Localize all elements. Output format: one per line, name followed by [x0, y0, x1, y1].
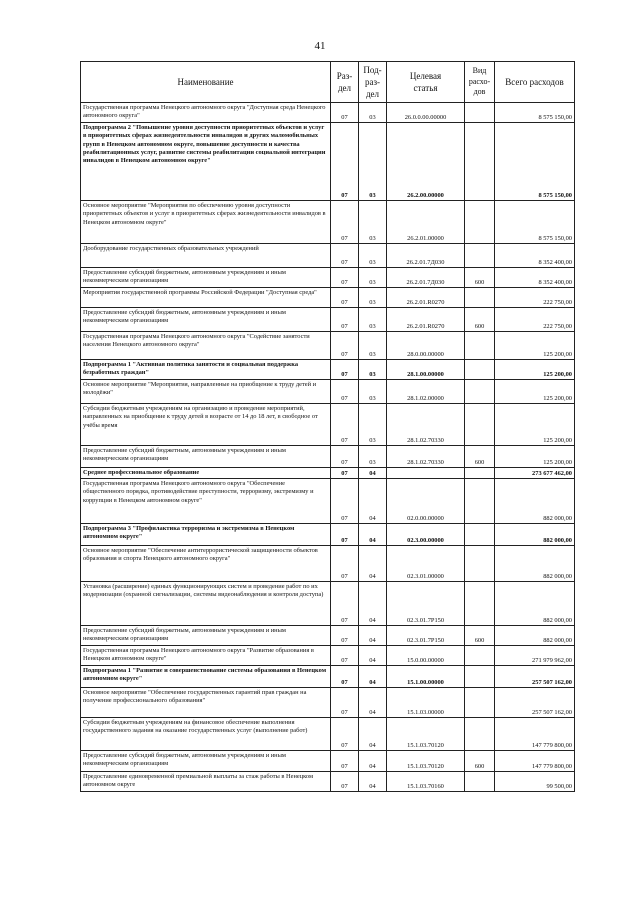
cell-razdel: 07: [331, 718, 359, 751]
cell-podrazdel: 03: [359, 380, 387, 404]
table-row: [81, 123, 575, 201]
cell-amount: 8 352 400,00: [495, 268, 575, 288]
cell-razdel: 07: [331, 404, 359, 446]
cell-podrazdel: 03: [359, 268, 387, 288]
cell-name: Подпрограмма 3 "Профилактика терроризма и экстремизма в Ненецком автономном округе": [81, 524, 331, 546]
cell-razdel: 07: [331, 332, 359, 360]
cell-name: Предоставление субсидий бюджетным, автономным учреждениям и иным некоммерческим организациям: [81, 751, 331, 772]
budget-table: [80, 61, 575, 792]
cell-target-code: 02.3.01.7Р150: [387, 582, 465, 626]
cell-target-code: 26.2.01.00000: [387, 201, 465, 244]
cell-razdel: 07: [331, 751, 359, 772]
cell-vid: [465, 380, 495, 404]
cell-name: Государственная программа Ненецкого автономного округа "Обеспечение общественного порядка, противодействие преступности, терроризму, экстремизму и коррупции в Ненецком автономном округе": [81, 479, 331, 524]
cell-podrazdel: 03: [359, 288, 387, 308]
table-row: [81, 468, 575, 479]
cell-vid: [465, 244, 495, 268]
cell-amount: 125 200,00: [495, 360, 575, 380]
cell-amount: 125 200,00: [495, 404, 575, 446]
cell-name: Предоставление субсидий бюджетным, автономным учреждениям и иным некоммерческим организациям: [81, 308, 331, 332]
cell-amount: 125 200,00: [495, 332, 575, 360]
table-row: [81, 646, 575, 666]
cell-amount: 882 000,00: [495, 626, 575, 646]
cell-podrazdel: 03: [359, 201, 387, 244]
cell-target-code: 26.2.01.R0270: [387, 308, 465, 332]
cell-podrazdel: 04: [359, 468, 387, 479]
table-row: [81, 380, 575, 404]
cell-name: Дооборудование государственных образовательных учреждений: [81, 244, 331, 268]
header-razdel-text: Раз- дел: [336, 70, 353, 93]
cell-razdel: 07: [331, 244, 359, 268]
cell-target-code: 26.2.01.7Д030: [387, 268, 465, 288]
cell-podrazdel: 04: [359, 546, 387, 582]
table-row: [81, 666, 575, 688]
cell-amount: 222 750,00: [495, 308, 575, 332]
cell-vid: [465, 404, 495, 446]
cell-podrazdel: 04: [359, 479, 387, 524]
cell-vid: [465, 123, 495, 201]
cell-amount: 99 500,00: [495, 772, 575, 792]
cell-name: Государственная программа Ненецкого автономного округа "Содействие занятости населения Ненецкого автономного округа": [81, 332, 331, 360]
cell-podrazdel: 03: [359, 446, 387, 468]
cell-podrazdel: 04: [359, 524, 387, 546]
cell-amount: 882 000,00: [495, 582, 575, 626]
cell-vid: 600: [465, 268, 495, 288]
cell-name: Основное мероприятие "Обеспечение антитеррористической защищенности объектов образования и спорта Ненецкого автономного округа": [81, 546, 331, 582]
cell-amount: 882 000,00: [495, 479, 575, 524]
cell-target-code: 15.1.03.70160: [387, 772, 465, 792]
cell-vid: [465, 468, 495, 479]
cell-razdel: 07: [331, 103, 359, 123]
cell-razdel: 07: [331, 646, 359, 666]
cell-target-code: 26.2.01.7Д030: [387, 244, 465, 268]
cell-podrazdel: 04: [359, 772, 387, 792]
cell-podrazdel: 04: [359, 751, 387, 772]
table-row: [81, 201, 575, 244]
table-row: [81, 546, 575, 582]
header-total: Всего расходов: [495, 62, 575, 103]
cell-target-code: 15.1.03.00000: [387, 688, 465, 718]
cell-target-code: 02.0.00.00000: [387, 479, 465, 524]
cell-vid: 600: [465, 751, 495, 772]
cell-amount: 125 200,00: [495, 446, 575, 468]
cell-name: Установка (расширение) единых функционирующих систем и проведение работ по их модернизации (охранной сигнализации, системы видеонаблюдения и контроля доступа): [81, 582, 331, 626]
cell-podrazdel: 03: [359, 123, 387, 201]
table-row: [81, 479, 575, 524]
cell-name: Среднее профессиональное образование: [81, 468, 331, 479]
table-row: [81, 524, 575, 546]
cell-podrazdel: 04: [359, 666, 387, 688]
header-vid-text: Вид расхо- дов: [468, 65, 491, 97]
cell-name: Основное мероприятие "Обеспечение государственных гарантий прав граждан на получение профессионального образования": [81, 688, 331, 718]
cell-amount: 147 779 800,00: [495, 718, 575, 751]
cell-razdel: 07: [331, 268, 359, 288]
cell-target-code: [387, 468, 465, 479]
cell-amount: 125 200,00: [495, 380, 575, 404]
table-row: [81, 772, 575, 792]
cell-amount: 8 575 150,00: [495, 123, 575, 201]
cell-razdel: 07: [331, 123, 359, 201]
cell-podrazdel: 04: [359, 688, 387, 718]
cell-name: Подпрограмма 1 "Активная политика занятости и социальная поддержка безработных граждан": [81, 360, 331, 380]
cell-razdel: 07: [331, 380, 359, 404]
table-row: [81, 103, 575, 123]
cell-target-code: 28.1.02.70330: [387, 446, 465, 468]
cell-razdel: 07: [331, 772, 359, 792]
cell-razdel: 07: [331, 468, 359, 479]
table-row: [81, 244, 575, 268]
cell-target-code: 28.0.00.00000: [387, 332, 465, 360]
cell-name: Предоставление субсидий бюджетным, автономным учреждениям и иным некоммерческим организациям: [81, 626, 331, 646]
table-row: [81, 360, 575, 380]
cell-name: Предоставление субсидий бюджетным, автономным учреждениям и иным некоммерческим организациям: [81, 446, 331, 468]
cell-name: Предоставление единовременной премиальной выплаты за стаж работы в Ненецком автономном округе: [81, 772, 331, 792]
header-target-text: Целевая статья: [409, 70, 442, 93]
cell-target-code: 28.1.02.00000: [387, 380, 465, 404]
table-row: [81, 688, 575, 718]
cell-vid: [465, 688, 495, 718]
cell-amount: 882 000,00: [495, 546, 575, 582]
cell-razdel: 07: [331, 524, 359, 546]
cell-amount: 8 575 150,00: [495, 103, 575, 123]
table-row: [81, 308, 575, 332]
cell-target-code: 15.1.03.70120: [387, 718, 465, 751]
cell-name: Субсидии бюджетным учреждениям на финансовое обеспечение выполнения государственного задания на оказание государственных услуг (выполнение работ): [81, 718, 331, 751]
cell-podrazdel: 03: [359, 332, 387, 360]
cell-vid: [465, 718, 495, 751]
cell-razdel: 07: [331, 479, 359, 524]
cell-target-code: 28.1.00.00000: [387, 360, 465, 380]
cell-podrazdel: 04: [359, 718, 387, 751]
cell-amount: 257 507 162,00: [495, 666, 575, 688]
cell-vid: 600: [465, 446, 495, 468]
cell-razdel: 07: [331, 201, 359, 244]
cell-name: Мероприятия государственной программы Российской Федерации "Доступная среда": [81, 288, 331, 308]
table-row: [81, 332, 575, 360]
table-row: [81, 404, 575, 446]
header-vid: [465, 62, 495, 103]
cell-target-code: 02.3.01.00000: [387, 546, 465, 582]
cell-amount: 8 575 150,00: [495, 201, 575, 244]
cell-target-code: 15.1.03.70120: [387, 751, 465, 772]
cell-target-code: 02.3.01.7Р150: [387, 626, 465, 646]
cell-razdel: 07: [331, 288, 359, 308]
cell-podrazdel: 04: [359, 626, 387, 646]
cell-name: Государственная программа Ненецкого автономного округа "Развитие образования в Ненецком автономном округе": [81, 646, 331, 666]
table-body: [81, 103, 575, 792]
cell-razdel: 07: [331, 582, 359, 626]
cell-amount: 273 677 462,00: [495, 468, 575, 479]
table-row: [81, 582, 575, 626]
cell-name: Государственная программа Ненецкого автономного округа "Доступная среда Ненецкого автономного округа": [81, 103, 331, 123]
cell-vid: [465, 479, 495, 524]
cell-vid: 600: [465, 308, 495, 332]
cell-razdel: 07: [331, 360, 359, 380]
cell-target-code: 15.0.00.00000: [387, 646, 465, 666]
cell-name: Подпрограмма 1 "Развитие и совершенствование системы образования в Ненецком автономном округе": [81, 666, 331, 688]
table-row: [81, 718, 575, 751]
cell-amount: 222 750,00: [495, 288, 575, 308]
cell-podrazdel: 04: [359, 646, 387, 666]
header-razdel: [331, 62, 359, 103]
cell-vid: [465, 582, 495, 626]
cell-vid: 600: [465, 626, 495, 646]
cell-name: Подпрограмма 2 "Повышение уровня доступности приоритетных объектов и услуг в приоритетных сферах жизнедеятельности инвалидов и других маломобильных групп в Ненецком автономном округе, повышение доступности и качества реабилитационных услуг, развитие системы реабилитации социальной интеграции инвалидов в Ненецком автономном округе": [81, 123, 331, 201]
cell-name: Субсидии бюджетным учреждениям на организацию и проведение мероприятий, направленных на приобщение к труду детей в возрасте от 14 до 18 лет, в свободное от учёбы время: [81, 404, 331, 446]
cell-vid: [465, 524, 495, 546]
cell-podrazdel: 03: [359, 244, 387, 268]
table-row: [81, 288, 575, 308]
table-row: [81, 268, 575, 288]
cell-vid: [465, 360, 495, 380]
cell-amount: 8 352 400,00: [495, 244, 575, 268]
cell-name: Основное мероприятие "Мероприятия, направленные на приобщение к труду детей и молодёжи": [81, 380, 331, 404]
cell-razdel: 07: [331, 626, 359, 646]
cell-amount: 882 000,00: [495, 524, 575, 546]
cell-name: Предоставление субсидий бюджетным, автономным учреждениям и иным некоммерческим организациям: [81, 268, 331, 288]
table-header-row: [81, 62, 575, 103]
cell-target-code: 02.3.00.00000: [387, 524, 465, 546]
cell-razdel: 07: [331, 546, 359, 582]
cell-amount: 271 979 962,00: [495, 646, 575, 666]
cell-target-code: 15.1.00.00000: [387, 666, 465, 688]
cell-podrazdel: 03: [359, 308, 387, 332]
cell-amount: 257 507 162,00: [495, 688, 575, 718]
cell-amount: 147 779 800,00: [495, 751, 575, 772]
page-number: 41: [314, 40, 326, 52]
header-podrazdel: [359, 62, 387, 103]
cell-target-code: 26.2.01.R0270: [387, 288, 465, 308]
header-podrazdel-text: Под- раз- дел: [363, 64, 382, 100]
cell-vid: [465, 103, 495, 123]
cell-vid: [465, 666, 495, 688]
table-row: [81, 626, 575, 646]
cell-razdel: 07: [331, 688, 359, 718]
cell-vid: [465, 646, 495, 666]
cell-vid: [465, 546, 495, 582]
table-row: [81, 446, 575, 468]
cell-target-code: 26.0.0.00.00000: [387, 103, 465, 123]
header-target: [387, 62, 465, 103]
cell-vid: [465, 201, 495, 244]
cell-podrazdel: 03: [359, 103, 387, 123]
cell-vid: [465, 772, 495, 792]
cell-razdel: 07: [331, 446, 359, 468]
cell-podrazdel: 03: [359, 360, 387, 380]
header-name: Наименование: [81, 62, 331, 103]
cell-razdel: 07: [331, 666, 359, 688]
cell-target-code: 28.1.02.70330: [387, 404, 465, 446]
cell-name: Основное мероприятие "Мероприятия по обеспечению уровня доступности приоритетных объектов и услуг в приоритетных сферах жизнедеятельности инвалидов в Ненецком автономном округе": [81, 201, 331, 244]
cell-target-code: 26.2.00.00000: [387, 123, 465, 201]
cell-razdel: 07: [331, 308, 359, 332]
cell-podrazdel: 04: [359, 582, 387, 626]
cell-podrazdel: 03: [359, 404, 387, 446]
table-row: [81, 751, 575, 772]
cell-vid: [465, 332, 495, 360]
cell-vid: [465, 288, 495, 308]
